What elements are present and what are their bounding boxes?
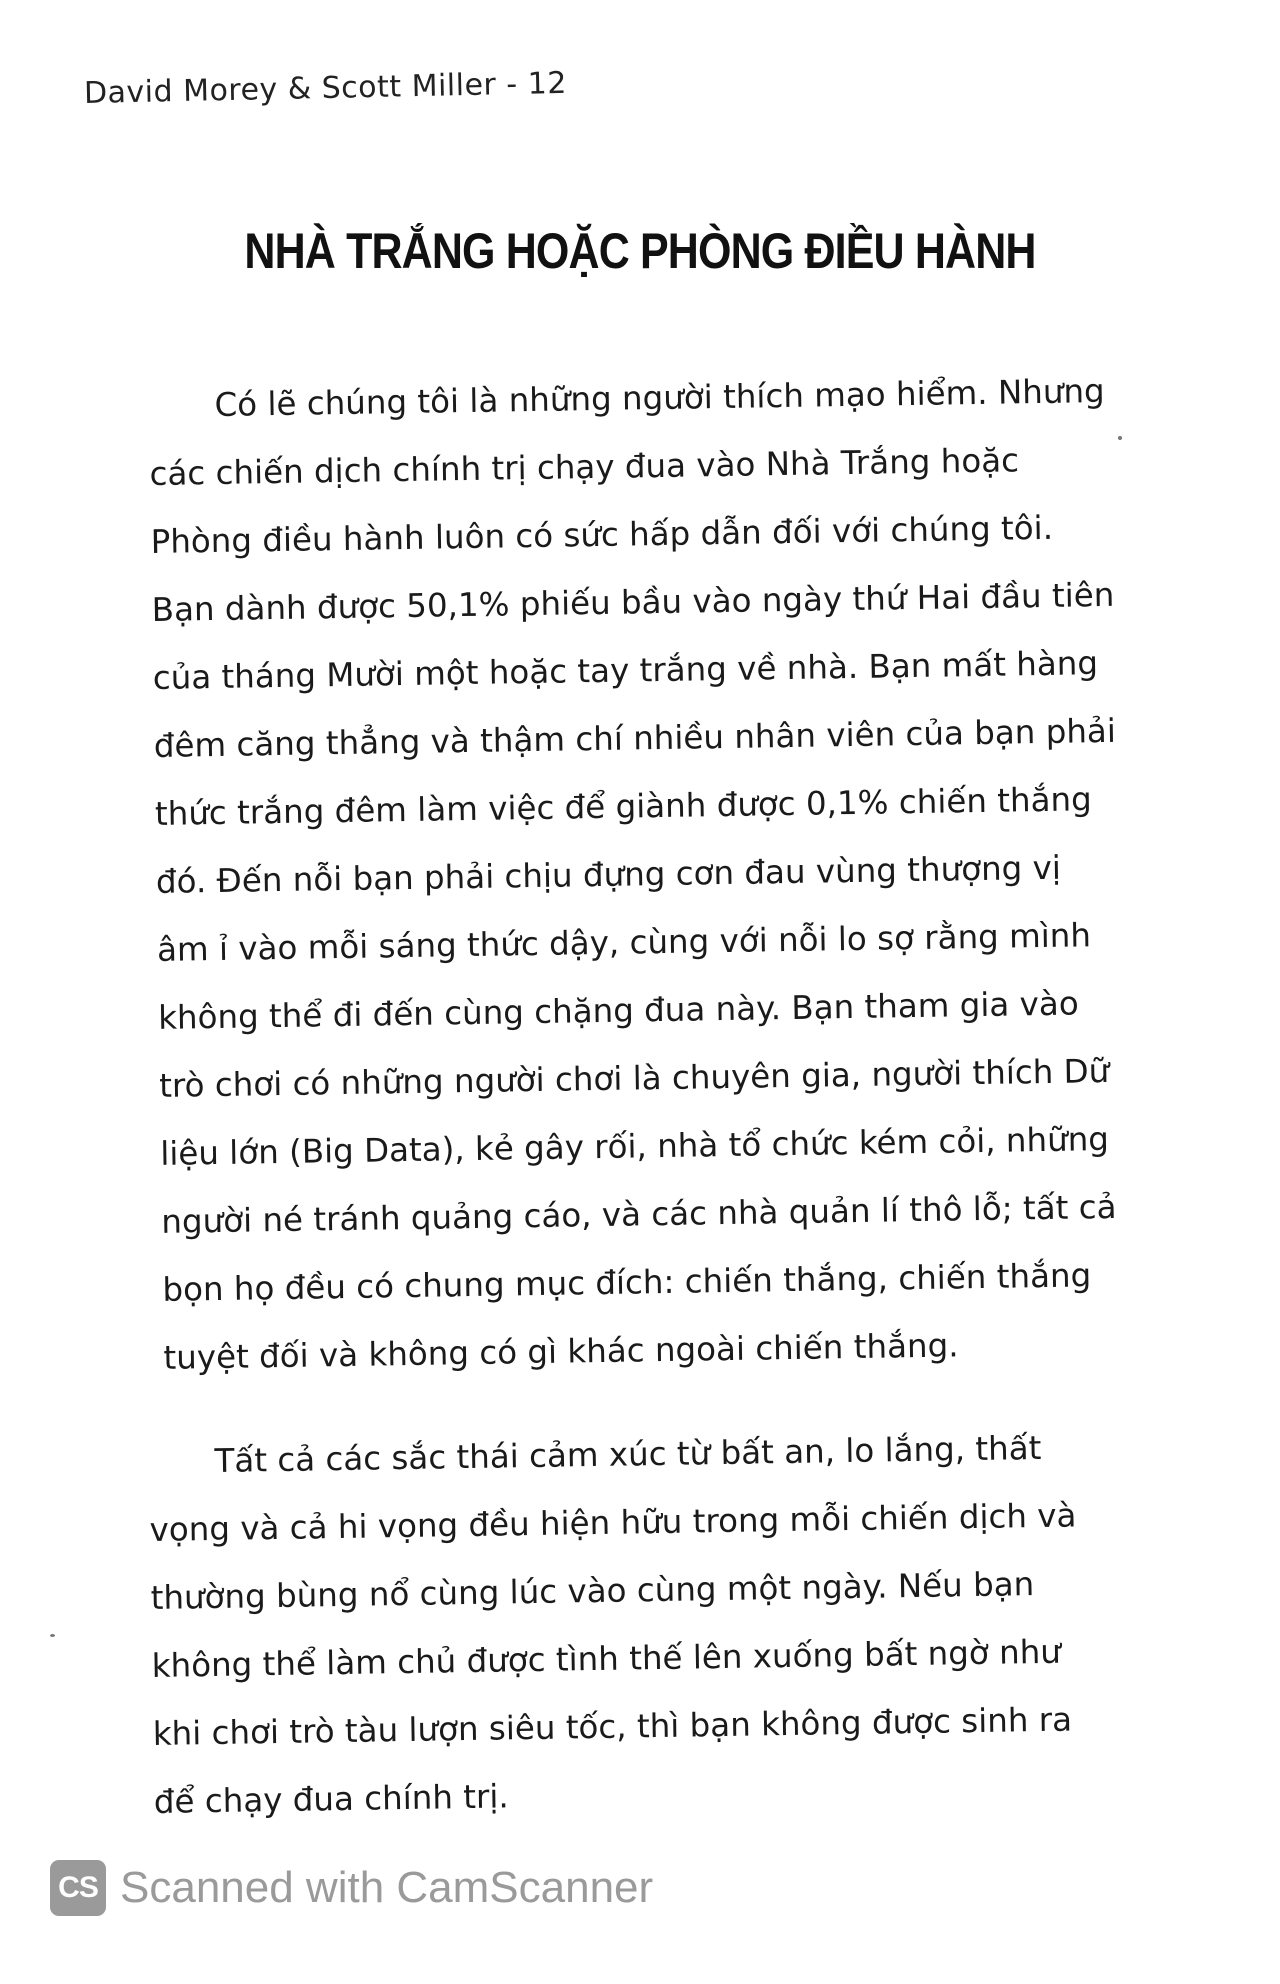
paragraph-line: Tất cả các sắc thái cảm xúc từ bất an, lo lắng, thất bbox=[214, 1428, 1042, 1480]
paragraph-line: của tháng Mười một hoặc tay trắng về nhà. Bạn mất hàng bbox=[152, 644, 1099, 697]
scan-speck bbox=[50, 1634, 55, 1637]
paragraph-1 bbox=[148, 357, 1124, 1392]
paragraph-line: tuyệt đối và không có gì khác ngoài chiến thắng. bbox=[163, 1326, 959, 1377]
paragraph-line: âm ỉ vào mỗi sáng thức dậy, cùng với nỗi lo sợ rằng mình bbox=[156, 916, 1092, 969]
paragraph-line: Phòng điều hành luôn có sức hấp dẫn đối với chúng tôi. bbox=[150, 508, 1054, 561]
paragraph-line: để chạy đua chính trị. bbox=[153, 1777, 510, 1821]
running-header: David Morey & Scott Miller - 12 bbox=[83, 65, 568, 111]
watermark-text: Scanned with CamScanner bbox=[120, 1863, 654, 1912]
scan-speck bbox=[1118, 436, 1122, 440]
paragraph-line: không thể làm chủ được tình thế lên xuống bất ngờ như bbox=[151, 1632, 1062, 1685]
paragraph-2 bbox=[148, 1413, 1114, 1836]
paragraph-line: thường bùng nổ cùng lúc vào cùng một ngày. Nếu bạn bbox=[150, 1565, 1035, 1617]
paragraph-line: các chiến dịch chính trị chạy đua vào Nhà Trắng hoặc bbox=[149, 441, 1020, 493]
paragraph-line: bọn họ đều có chung mục đích: chiến thắng, chiến thắng bbox=[162, 1256, 1092, 1309]
camscanner-logo-icon: CS bbox=[50, 1860, 106, 1916]
paragraph-line: trò chơi có những người chơi là chuyên gia, người thích Dữ bbox=[158, 1051, 1110, 1105]
paragraph-line: Bạn dành được 50,1% phiếu bầu vào ngày thứ Hai đầu tiên bbox=[151, 575, 1115, 629]
paragraph-line: đó. Đến nỗi bạn phải chịu đựng cơn đau vùng thượng vị bbox=[155, 848, 1062, 901]
paragraph-line: liệu lớn (Big Data), kẻ gây rối, nhà tổ chức kém cỏi, những bbox=[159, 1120, 1110, 1173]
paragraph-line: người né tránh quảng cáo, và các nhà quản lí thô lỗ; tất cả bbox=[161, 1187, 1117, 1241]
paragraph-line: Có lẽ chúng tôi là những người thích mạo hiểm. Nhưng bbox=[214, 371, 1105, 424]
camscanner-watermark bbox=[50, 1860, 653, 1916]
paragraph-line: đêm căng thẳng và thậm chí nhiều nhân viên của bạn phải bbox=[153, 711, 1117, 765]
chapter-title: NHÀ TRẮNG HOẶC PHÒNG ĐIỀU HÀNH bbox=[244, 223, 1036, 279]
paragraph-line: khi chơi trò tàu lượn siêu tốc, thì bạn không được sinh ra bbox=[152, 1700, 1073, 1753]
paragraph-line: thức trắng đêm làm việc để giành được 0,1% chiến thắng bbox=[154, 780, 1093, 833]
paragraph-line: không thể đi đến cùng chặng đua này. Bạn tham gia vào bbox=[157, 984, 1079, 1037]
paragraph-line: vọng và cả hi vọng đều hiện hữu trong mỗi chiến dịch và bbox=[149, 1496, 1077, 1549]
